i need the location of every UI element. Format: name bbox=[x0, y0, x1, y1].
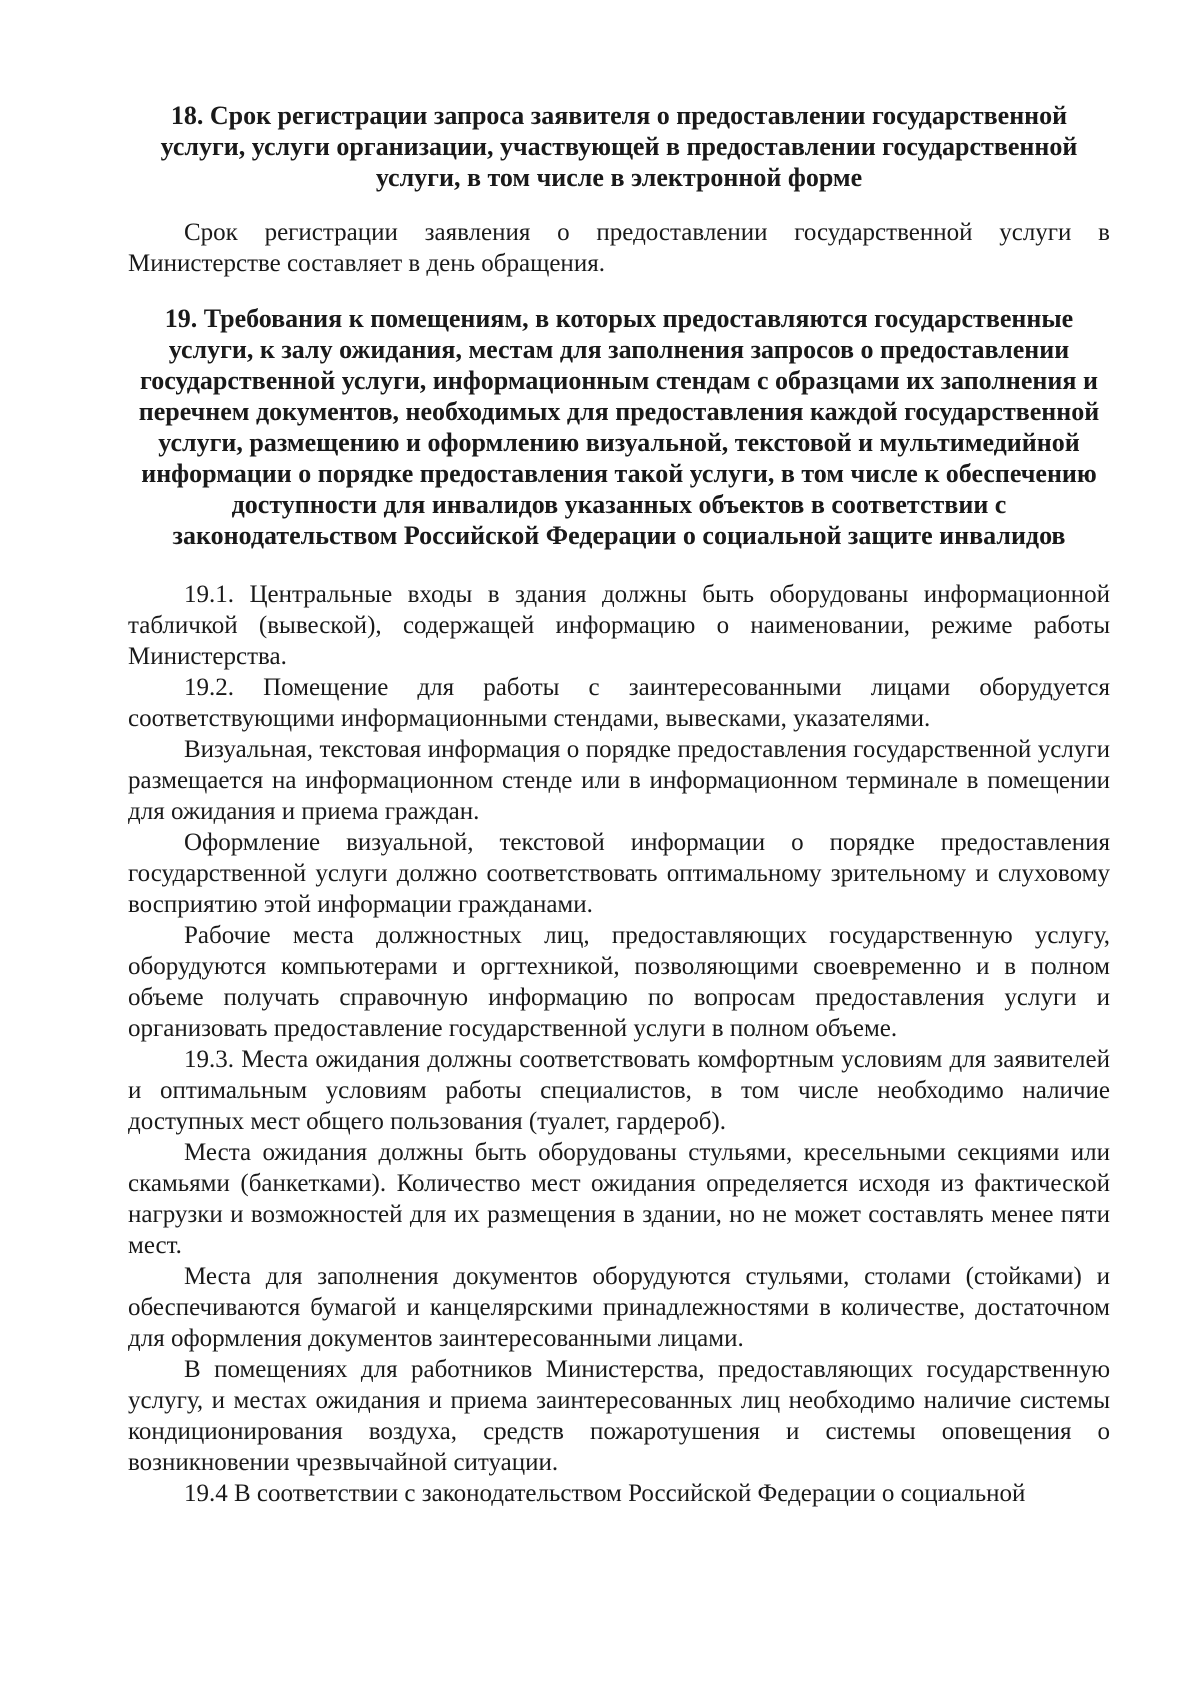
paragraph-waiting-seats: Места ожидания должны быть оборудованы стульями, кресельными секциями или скамьями (банкетками). Количество мест ожидания определяется исходя из фактической нагрузки и возможностей для их размещения в здании, но не может составлять менее пяти мест. bbox=[128, 1139, 1110, 1259]
paragraph-19-2: 19.2. Помещение для работы с заинтересованными лицами оборудуется соответствующими информационными стендами, вывесками, указателями. bbox=[128, 674, 1110, 732]
paragraph-19-3: 19.3. Места ожидания должны соответствовать комфортным условиям для заявителей и оптимальным условиям работы специалистов, в том числе необходимо наличие доступных мест общего пользования (туалет, гардероб). bbox=[128, 1046, 1110, 1135]
paragraph-visual-info: Визуальная, текстовая информация о порядке предоставления государственной услуги размещается на информационном стенде или в информационном терминале в помещении для ожидания и приема граждан. bbox=[128, 736, 1110, 825]
paragraph-workplaces: Рабочие места должностных лиц, предоставляющих государственную услугу, оборудуются компьютерами и оргтехникой, позволяющими своевременно и в полном объеме получать справочную информацию по вопросам предоставления услуги и организовать предоставление государственной услуги в полном объеме. bbox=[128, 922, 1110, 1042]
section-18-paragraph: Срок регистрации заявления о предоставлении государственной услуги в Министерстве составляет в день обращения. bbox=[128, 219, 1110, 277]
paragraph-premises-systems: В помещениях для работников Министерства, предоставляющих государственную услугу, и местах ожидания и приема заинтересованных лиц необходимо наличие системы кондиционирования воздуха, средств пожаротушения и системы оповещения о возникновении чрезвычайной ситуации. bbox=[128, 1356, 1110, 1476]
paragraph-19-1: 19.1. Центральные входы в здания должны быть оборудованы информационной табличкой (вывеской), содержащей информацию о наименовании, режиме работы Министерства. bbox=[128, 581, 1110, 670]
section-19-heading: 19. Требования к помещениям, в которых предоставляются государственные услуги, к залу ожидания, местам для заполнения запросов о предоставлении государственной услуги, информационным стендам с образцами их заполнения и перечнем документов, необходимых для предоставления каждой государственной услуги, размещению и оформлению визуальной, текстовой и мультимедийной информации о порядке предоставления такой услуги, в том числе к обеспечению доступности для инвалидов указанных объектов в соответствии с законодательством Российской Федерации о социальной защите инвалидов bbox=[138, 304, 1100, 550]
paragraph-19-4: 19.4 В соответствии с законодательством Российской Федерации о социальной bbox=[184, 1480, 1026, 1507]
section-18-heading: 18. Срок регистрации запроса заявителя о предоставлении государственной услуги, услуги организации, участвующей в предоставлении государственной услуги, в том числе в электронной форме bbox=[160, 101, 1078, 192]
paragraph-info-design: Оформление визуальной, текстовой информации о порядке предоставления государственной услуги должно соответствовать оптимальному зрительному и слуховому восприятию этой информации гражданами. bbox=[128, 829, 1110, 918]
paragraph-filling-places: Места для заполнения документов оборудуются стульями, столами (стойками) и обеспечиваются бумагой и канцелярскими принадлежностями в количестве, достаточном для оформления документов заинтересованными лицами. bbox=[128, 1263, 1110, 1352]
document-body bbox=[128, 100, 1110, 1509]
